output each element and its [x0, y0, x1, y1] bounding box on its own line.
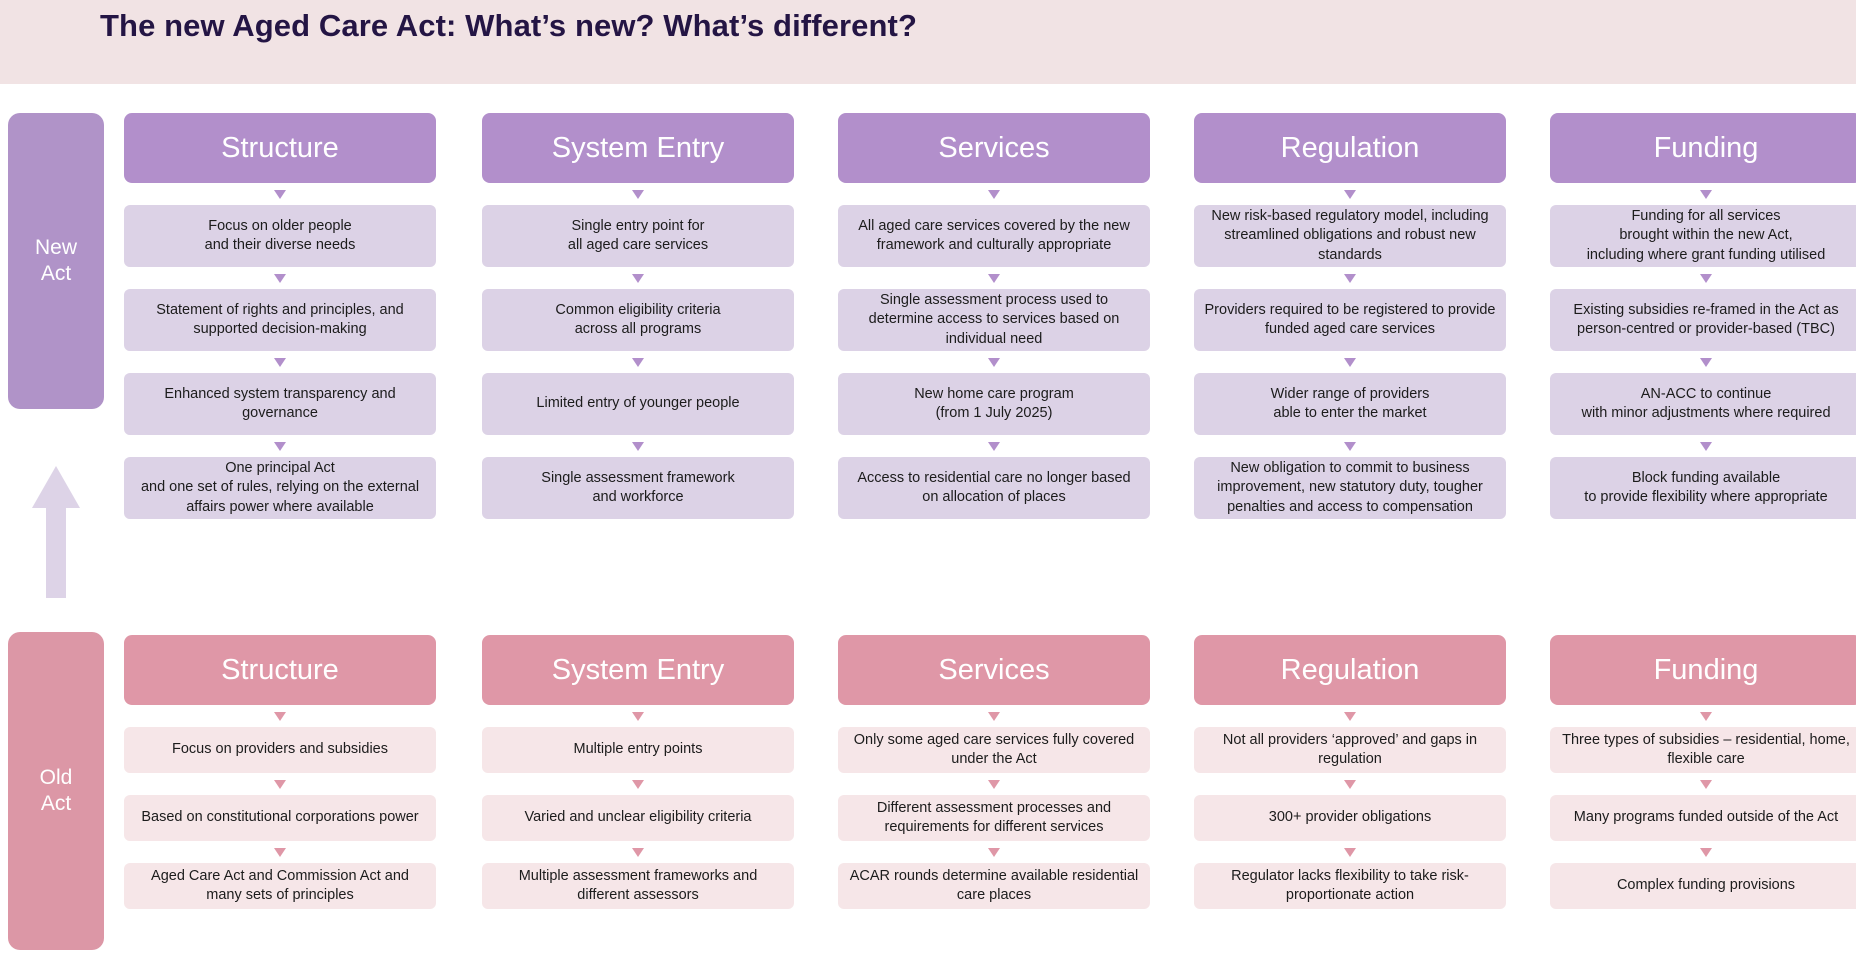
flow-arrow — [838, 183, 1150, 205]
content-cell: New home care program (from 1 July 2025) — [838, 373, 1150, 435]
column-heading: Structure — [124, 113, 436, 183]
flow-arrow — [1194, 183, 1506, 205]
arrow-down-icon — [988, 848, 1000, 857]
flow-arrow — [124, 351, 436, 373]
flow-arrow — [124, 435, 436, 457]
arrow-down-icon — [632, 780, 644, 789]
flow-arrow — [482, 435, 794, 457]
content-cell: Existing subsidies re-framed in the Act as person-centred or provider-based (TBC) — [1550, 289, 1856, 351]
content-cell: One principal Act and one set of rules, relying on the external affairs power where available — [124, 457, 436, 519]
arrow-down-icon — [1344, 712, 1356, 721]
column-new-act-5 — [1550, 113, 1856, 519]
content-cell: Focus on older people and their diverse needs — [124, 205, 436, 267]
content-cell: Focus on providers and subsidies — [124, 727, 436, 773]
content-cell: Providers required to be registered to provide funded aged care services — [1194, 289, 1506, 351]
content-cell: Multiple entry points — [482, 727, 794, 773]
arrow-down-icon — [988, 190, 1000, 199]
up-arrow-icon — [30, 462, 82, 602]
arrow-down-icon — [988, 442, 1000, 451]
content-cell: Only some aged care services fully covered under the Act — [838, 727, 1150, 773]
content-cell: Three types of subsidies – residential, home, flexible care — [1550, 727, 1856, 773]
flow-arrow — [482, 841, 794, 863]
arrow-down-icon — [274, 848, 286, 857]
column-heading: Structure — [124, 635, 436, 705]
content-cell: Statement of rights and principles, and supported decision-making — [124, 289, 436, 351]
flow-arrow — [482, 267, 794, 289]
title-banner — [0, 0, 1856, 84]
column-heading: Regulation — [1194, 635, 1506, 705]
flow-arrow — [124, 267, 436, 289]
content-cell: Complex funding provisions — [1550, 863, 1856, 909]
content-cell: 300+ provider obligations — [1194, 795, 1506, 841]
content-cell: New obligation to commit to business improvement, new statutory duty, tougher penalties and access to compensation — [1194, 457, 1506, 519]
arrow-down-icon — [1344, 190, 1356, 199]
column-new-act-4 — [1194, 113, 1506, 519]
arrow-down-icon — [274, 780, 286, 789]
arrow-down-icon — [1344, 848, 1356, 857]
flow-arrow — [1194, 351, 1506, 373]
column-heading: Services — [838, 635, 1150, 705]
content-cell: Single assessment framework and workforce — [482, 457, 794, 519]
arrow-down-icon — [988, 780, 1000, 789]
column-heading: Services — [838, 113, 1150, 183]
arrow-down-icon — [1344, 358, 1356, 367]
column-heading: System Entry — [482, 113, 794, 183]
column-old-act-3 — [838, 635, 1150, 909]
column-old-act-5 — [1550, 635, 1856, 909]
content-cell: Regulator lacks flexibility to take risk-proportionate action — [1194, 863, 1506, 909]
flow-arrow — [1550, 705, 1856, 727]
arrow-down-icon — [1344, 274, 1356, 283]
side-label-new-act — [8, 113, 104, 409]
flow-arrow — [838, 435, 1150, 457]
flow-arrow — [1550, 351, 1856, 373]
flow-arrow — [838, 773, 1150, 795]
flow-arrow — [124, 705, 436, 727]
arrow-down-icon — [632, 274, 644, 283]
arrow-down-icon — [1700, 274, 1712, 283]
flow-arrow — [838, 351, 1150, 373]
flow-arrow — [124, 183, 436, 205]
side-label-new-act-text: New Act — [34, 235, 77, 285]
content-cell: Limited entry of younger people — [482, 373, 794, 435]
arrow-down-icon — [274, 190, 286, 199]
flow-arrow — [482, 351, 794, 373]
side-label-old-act-text: Old Act — [39, 765, 73, 815]
flow-arrow — [482, 183, 794, 205]
content-cell: Different assessment processes and requirements for different services — [838, 795, 1150, 841]
content-cell: Based on constitutional corporations power — [124, 795, 436, 841]
column-old-act-1 — [124, 635, 436, 909]
arrow-down-icon — [988, 712, 1000, 721]
arrow-down-icon — [1700, 358, 1712, 367]
flow-arrow — [838, 705, 1150, 727]
column-heading: Regulation — [1194, 113, 1506, 183]
flow-arrow — [1194, 773, 1506, 795]
arrow-down-icon — [1700, 780, 1712, 789]
arrow-down-icon — [632, 442, 644, 451]
flow-arrow — [124, 773, 436, 795]
column-old-act-2 — [482, 635, 794, 909]
arrow-down-icon — [1700, 848, 1712, 857]
content-cell: Funding for all services brought within the new Act, including where grant funding utilised — [1550, 205, 1856, 267]
arrow-down-icon — [632, 848, 644, 857]
column-heading: System Entry — [482, 635, 794, 705]
arrow-down-icon — [274, 442, 286, 451]
content-cell: Block funding available to provide flexibility where appropriate — [1550, 457, 1856, 519]
content-cell: Aged Care Act and Commission Act and many sets of principles — [124, 863, 436, 909]
column-old-act-4 — [1194, 635, 1506, 909]
content-cell: AN-ACC to continue with minor adjustments where required — [1550, 373, 1856, 435]
content-cell: New risk-based regulatory model, including streamlined obligations and robust new standards — [1194, 205, 1506, 267]
flow-arrow — [1194, 267, 1506, 289]
content-cell: Single entry point for all aged care services — [482, 205, 794, 267]
flow-arrow — [1194, 841, 1506, 863]
arrow-down-icon — [1700, 712, 1712, 721]
column-new-act-2 — [482, 113, 794, 519]
flow-arrow — [482, 705, 794, 727]
content-cell: Access to residential care no longer based on allocation of places — [838, 457, 1150, 519]
flow-arrow — [1550, 773, 1856, 795]
column-heading: Funding — [1550, 635, 1856, 705]
arrow-down-icon — [274, 358, 286, 367]
page-title: The new Aged Care Act: What’s new? What’s different? — [100, 8, 917, 43]
arrow-down-icon — [988, 274, 1000, 283]
flow-arrow — [482, 773, 794, 795]
content-cell: Multiple assessment frameworks and different assessors — [482, 863, 794, 909]
arrow-down-icon — [988, 358, 1000, 367]
flow-arrow — [1550, 841, 1856, 863]
arrow-down-icon — [1344, 780, 1356, 789]
arrow-down-icon — [1700, 190, 1712, 199]
content-cell: Enhanced system transparency and governance — [124, 373, 436, 435]
column-heading: Funding — [1550, 113, 1856, 183]
content-cell: Many programs funded outside of the Act — [1550, 795, 1856, 841]
content-cell: All aged care services covered by the new framework and culturally appropriate — [838, 205, 1150, 267]
flow-arrow — [1550, 267, 1856, 289]
arrow-down-icon — [632, 358, 644, 367]
flow-arrow — [1550, 183, 1856, 205]
side-label-old-act — [8, 632, 104, 950]
arrow-down-icon — [632, 712, 644, 721]
content-cell: Common eligibility criteria across all programs — [482, 289, 794, 351]
flow-arrow — [1194, 435, 1506, 457]
arrow-down-icon — [1344, 442, 1356, 451]
content-cell: Varied and unclear eligibility criteria — [482, 795, 794, 841]
flow-arrow — [838, 267, 1150, 289]
content-cell: ACAR rounds determine available residential care places — [838, 863, 1150, 909]
content-cell: Not all providers ‘approved’ and gaps in regulation — [1194, 727, 1506, 773]
arrow-down-icon — [274, 712, 286, 721]
content-cell: Wider range of providers able to enter the market — [1194, 373, 1506, 435]
column-new-act-3 — [838, 113, 1150, 519]
arrow-down-icon — [274, 274, 286, 283]
arrow-down-icon — [632, 190, 644, 199]
flow-arrow — [838, 841, 1150, 863]
content-cell: Single assessment process used to determine access to services based on individual need — [838, 289, 1150, 351]
flow-arrow — [124, 841, 436, 863]
column-new-act-1 — [124, 113, 436, 519]
flow-arrow — [1194, 705, 1506, 727]
flow-arrow — [1550, 435, 1856, 457]
arrow-down-icon — [1700, 442, 1712, 451]
